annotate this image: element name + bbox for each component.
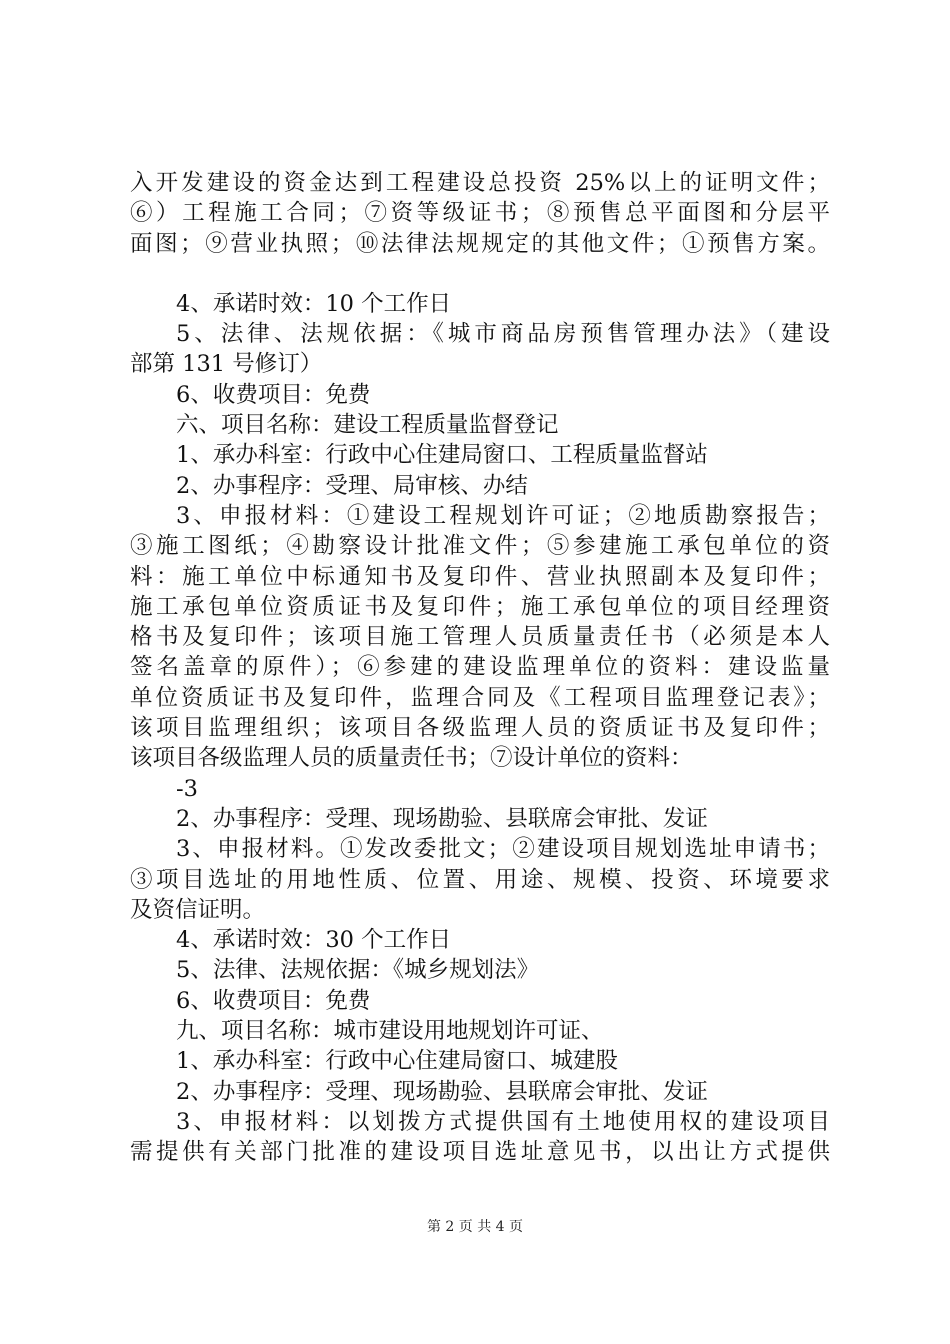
page-footer: 第 2 页 共 4 页 bbox=[426, 1219, 524, 1235]
body-line: 6、收费项目：免费 bbox=[176, 987, 371, 1014]
body-line: 单位资质证书及复印件，监理合同及《工程项目监理登记表》； bbox=[130, 684, 830, 711]
body-line: ③项目选址的用地性质、位置、用途、规模、投资、环境要求 bbox=[130, 866, 830, 893]
body-line: 2、办事程序：受理、局审核、办结 bbox=[176, 472, 528, 499]
body-line: 3、申报材料：①建设工程规划许可证；②地质勘察报告； bbox=[176, 502, 830, 529]
body-line: 1、承办科室：行政中心住建局窗口、工程质量监督站 bbox=[176, 442, 708, 469]
body-line: -3 bbox=[176, 775, 198, 802]
body-line: 4、承诺时效：10 个工作日 bbox=[176, 290, 452, 317]
body-line: 该项目监理组织；该项目各级监理人员的资质证书及复印件； bbox=[130, 715, 830, 742]
body-line: 部第 131 号修订） bbox=[130, 351, 323, 378]
body-line: 需提供有关部门批准的建设项目选址意见书，以出让方式提供 bbox=[130, 1139, 830, 1166]
body-line: 1、承办科室：行政中心住建局窗口、城建股 bbox=[176, 1048, 618, 1075]
body-line: 2、办事程序：受理、现场勘验、县联席会审批、发证 bbox=[176, 1078, 708, 1105]
body-line: 格书及复印件；该项目施工管理人员质量责任书（必须是本人 bbox=[130, 624, 830, 651]
paragraph-gap bbox=[130, 259, 830, 289]
body-line: 5、法律、法规依据：《城市商品房预售管理办法》（建设 bbox=[176, 321, 830, 348]
body-line: 3、申报材料。①发改委批文；②建设项目规划选址申请书； bbox=[176, 836, 830, 863]
section-heading: 九、项目名称：城市建设用地规划许可证、 bbox=[176, 1018, 604, 1045]
body-line: 面图；⑨营业执照；⑩法律法规规定的其他文件；①预售方案。 bbox=[130, 230, 830, 257]
body-line: 2、办事程序：受理、现场勘验、县联席会审批、发证 bbox=[176, 805, 708, 832]
body-line: 3、申报材料：以划拨方式提供国有土地使用权的建设项目 bbox=[176, 1108, 830, 1135]
body-line: 入开发建设的资金达到工程建设总投资 25%以上的证明文件； bbox=[130, 170, 830, 196]
body-line: ③施工图纸；④勘察设计批准文件；⑤参建施工承包单位的资 bbox=[130, 533, 830, 560]
body-line: 及资信证明。 bbox=[130, 896, 266, 923]
body-line: 施工承包单位资质证书及复印件；施工承包单位的项目经理资 bbox=[130, 593, 830, 620]
body-line: 6、收费项目：免费 bbox=[176, 381, 371, 408]
body-line: 签名盖章的原件）；⑥参建的建设监理单位的资料：建设监量 bbox=[130, 654, 830, 681]
body-line: 该项目各级监理人员的质量责任书；⑦设计单位的资料： bbox=[130, 745, 693, 772]
document-body bbox=[130, 168, 830, 1168]
section-heading: 六、项目名称：建设工程质量监督登记 bbox=[176, 412, 559, 439]
body-line: 4、承诺时效：30 个工作日 bbox=[176, 927, 452, 954]
body-line: ⑥）工程施工合同；⑦资等级证书；⑧预售总平面图和分层平 bbox=[130, 200, 830, 227]
body-line: 料：施工单位中标通知书及复印件、营业执照副本及复印件； bbox=[130, 563, 830, 590]
body-line: 5、法律、法规依据：《城乡规划法》 bbox=[176, 957, 540, 984]
